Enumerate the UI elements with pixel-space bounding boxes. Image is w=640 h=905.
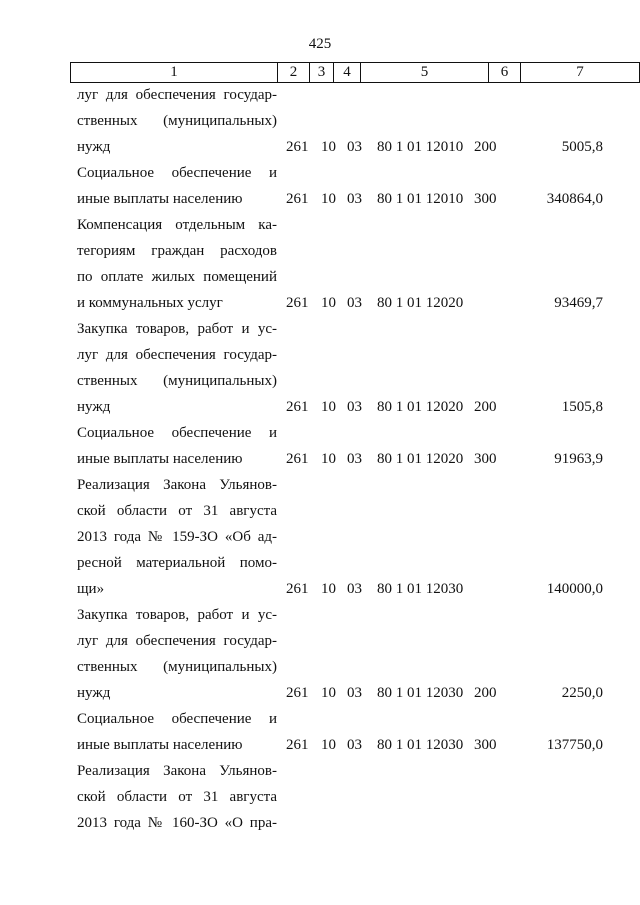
table-row: [0, 654, 640, 680]
column-header-7: 7: [521, 63, 640, 83]
row-code-col2: 261: [286, 139, 309, 155]
row-target-article: 80 1 01 12010: [377, 139, 464, 155]
row-code-col2: 261: [286, 737, 309, 753]
row-target-article: 80 1 01 12030: [377, 737, 464, 753]
page-number: 425: [308, 36, 332, 52]
row-subsection: 03: [347, 685, 362, 701]
row-subsection: 03: [347, 399, 362, 415]
row-target-article: 80 1 01 12020: [377, 295, 464, 311]
table-row: [0, 186, 640, 212]
row-description: Социальное обеспечение и: [77, 165, 277, 181]
row-code-col2: 261: [286, 685, 309, 701]
table-row: [0, 290, 640, 316]
row-description: Социальное обеспечение и: [77, 711, 277, 727]
row-description: щи»: [77, 581, 105, 597]
row-section: 10: [321, 139, 336, 155]
row-description: Реализация Закона Ульянов-: [77, 763, 277, 779]
table-row: [0, 732, 640, 758]
table-row: [0, 264, 640, 290]
row-description: ресной материальной помо-: [77, 555, 277, 571]
table-row: [0, 82, 640, 108]
row-expense-type: 300: [474, 737, 497, 753]
table-row: [0, 472, 640, 498]
row-subsection: 03: [347, 737, 362, 753]
row-description: ственных (муниципальных): [77, 373, 277, 389]
row-amount: 93469,7: [554, 295, 603, 311]
table-row: [0, 160, 640, 186]
row-code-col2: 261: [286, 451, 309, 467]
row-amount: 91963,9: [554, 451, 603, 467]
table-row: [0, 498, 640, 524]
row-subsection: 03: [347, 451, 362, 467]
table-row: [0, 368, 640, 394]
row-description: иные выплаты населению: [77, 451, 243, 467]
row-description: ской области от 31 августа: [77, 789, 277, 805]
row-description: нужд: [77, 399, 111, 415]
row-subsection: 03: [347, 191, 362, 207]
row-target-article: 80 1 01 12020: [377, 399, 464, 415]
table-row: [0, 602, 640, 628]
row-description: ской области от 31 августа: [77, 503, 277, 519]
row-expense-type: 300: [474, 451, 497, 467]
row-description: ственных (муниципальных): [77, 113, 277, 129]
row-subsection: 03: [347, 581, 362, 597]
row-description: Компенсация отдельным ка-: [77, 217, 277, 233]
row-amount: 5005,8: [561, 139, 603, 155]
table-row: [0, 238, 640, 264]
table-row: [0, 680, 640, 706]
row-description: и коммунальных услуг: [77, 295, 223, 311]
row-description: нужд: [77, 685, 111, 701]
row-code-col2: 261: [286, 399, 309, 415]
column-header-1: 1: [71, 63, 278, 83]
table-row: [0, 134, 640, 160]
row-target-article: 80 1 01 12030: [377, 685, 464, 701]
row-description: Закупка товаров, работ и ус-: [77, 321, 277, 337]
column-header-5: 5: [361, 63, 489, 83]
row-subsection: 03: [347, 139, 362, 155]
column-header-2: 2: [278, 63, 310, 83]
row-section: 10: [321, 685, 336, 701]
table-row: [0, 576, 640, 602]
row-description: 2013 года № 160-ЗО «О пра-: [77, 815, 277, 831]
table-row: [0, 784, 640, 810]
row-description: тегориям граждан расходов: [77, 243, 277, 259]
row-expense-type: 200: [474, 685, 497, 701]
row-description: Социальное обеспечение и: [77, 425, 277, 441]
row-target-article: 80 1 01 12010: [377, 191, 464, 207]
row-description: Реализация Закона Ульянов-: [77, 477, 277, 493]
row-description: луг для обеспечения государ-: [77, 347, 277, 363]
table-row: [0, 758, 640, 784]
row-amount: 140000,0: [546, 581, 603, 597]
row-description: по оплате жилых помещений: [77, 269, 277, 285]
table-row: [0, 316, 640, 342]
row-expense-type: 200: [474, 399, 497, 415]
row-description: иные выплаты населению: [77, 737, 243, 753]
table-row: [0, 420, 640, 446]
row-description: луг для обеспечения государ-: [77, 633, 277, 649]
row-amount: 2250,0: [561, 685, 603, 701]
table-row: [0, 524, 640, 550]
table-body: [0, 82, 640, 836]
row-section: 10: [321, 581, 336, 597]
table-row: [0, 706, 640, 732]
table-row: [0, 342, 640, 368]
row-code-col2: 261: [286, 191, 309, 207]
column-header-6: 6: [489, 63, 521, 83]
row-section: 10: [321, 399, 336, 415]
row-amount: 137750,0: [546, 737, 603, 753]
row-section: 10: [321, 295, 336, 311]
row-description: ственных (муниципальных): [77, 659, 277, 675]
row-amount: 1505,8: [561, 399, 603, 415]
table-row: [0, 108, 640, 134]
column-header-4: 4: [334, 63, 361, 83]
table-row: [0, 628, 640, 654]
column-header-table: [70, 62, 640, 83]
row-section: 10: [321, 737, 336, 753]
table-row: [0, 446, 640, 472]
column-header-3: 3: [310, 63, 334, 83]
table-row: [0, 550, 640, 576]
column-header-row: [71, 63, 640, 83]
row-description: луг для обеспечения государ-: [77, 87, 277, 103]
row-code-col2: 261: [286, 295, 309, 311]
row-expense-type: 200: [474, 139, 497, 155]
row-description: Закупка товаров, работ и ус-: [77, 607, 277, 623]
row-expense-type: 300: [474, 191, 497, 207]
row-section: 10: [321, 191, 336, 207]
table-row: [0, 810, 640, 836]
table-row: [0, 394, 640, 420]
row-amount: 340864,0: [546, 191, 603, 207]
row-section: 10: [321, 451, 336, 467]
row-target-article: 80 1 01 12020: [377, 451, 464, 467]
row-target-article: 80 1 01 12030: [377, 581, 464, 597]
row-description: иные выплаты населению: [77, 191, 243, 207]
row-subsection: 03: [347, 295, 362, 311]
row-code-col2: 261: [286, 581, 309, 597]
row-description: нужд: [77, 139, 111, 155]
table-row: [0, 212, 640, 238]
row-description: 2013 года № 159-ЗО «Об ад-: [77, 529, 277, 545]
